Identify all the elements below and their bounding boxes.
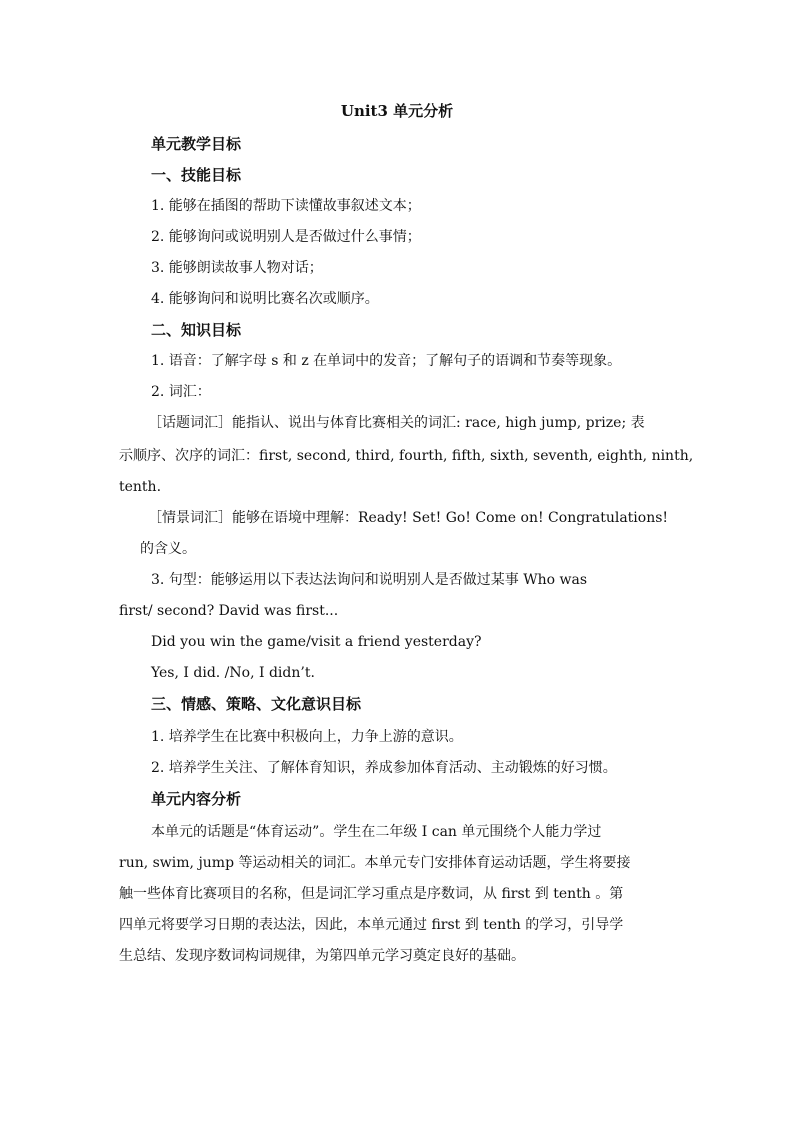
content-analysis-heading: 单元内容分析 — [151, 790, 242, 808]
skill-item-4: 4. 能够询问和说明比赛名次或顺序。 — [151, 291, 379, 307]
content-analysis-line-3: 触一些体育比赛项目的名称，但是词汇学习重点是序数词，从 first 到 tenth 。第 — [119, 886, 624, 902]
sentence-pattern-line-2: first/ second? David was first... — [119, 603, 339, 619]
attitude-goals-heading: 三、情感、策略、文化意识目标 — [151, 695, 362, 713]
content-analysis-line-5: 生总结、发现序数词构词规律，为第四单元学习奠定良好的基础。 — [119, 948, 525, 964]
sentence-pattern-line-1: 3. 句型：能够运用以下表达法询问和说明别人是否做过某事 Who was — [151, 572, 588, 588]
topic-vocab-line-3: tenth. — [119, 479, 162, 495]
example-question: Did you win the game/visit a friend yesterday? — [151, 634, 482, 650]
knowledge-item-vocab: 2. 词汇： — [151, 384, 211, 400]
situational-vocab-line-1: ［情景词汇］能够在语境中理解：Ready! Set! Go! Come on! Congratulations! — [148, 510, 669, 526]
topic-vocab-line-1: ［话题词汇］能指认、说出与体育比赛相关的词汇: race, high jump, prize; 表 — [148, 415, 645, 431]
skill-item-3: 3. 能够朗读故事人物对话； — [151, 260, 323, 276]
skill-item-1: 1. 能够在插图的帮助下读懂故事叙述文本； — [151, 198, 421, 214]
content-analysis-line-2: run, swim, jump 等运动相关的词汇。本单元专门安排体育运动话题，学生将要接 — [119, 855, 631, 871]
attitude-item-2: 2. 培养学生关注、了解体育知识，养成参加体育活动、主动锻炼的好习惯。 — [151, 760, 617, 776]
skill-item-2: 2. 能够询问或说明别人是否做过什么事情； — [151, 229, 421, 245]
content-analysis-line-4: 四单元将要学习日期的表达法，因此，本单元通过 first 到 tenth 的学习，引导学 — [119, 917, 624, 933]
knowledge-item-phonics: 1. 语音：了解字母 s 和 z 在单词中的发音；了解句子的语调和节奏等现象。 — [151, 353, 622, 369]
document-title: Unit3 单元分析 — [340, 102, 454, 120]
example-answer: Yes, I did. /No, I didn’t. — [151, 665, 315, 681]
situational-vocab-line-2: 的含义。 — [140, 541, 196, 557]
attitude-item-1: 1. 培养学生在比赛中积极向上，力争上游的意识。 — [151, 729, 463, 745]
topic-vocab-line-2: 示顺序、次序的词汇：first, second, third, fourth, fifth, sixth, seventh, eighth, ninth, — [119, 448, 694, 464]
section-goals-heading: 单元教学目标 — [151, 135, 242, 153]
knowledge-goals-heading: 二、知识目标 — [151, 321, 242, 339]
skill-goals-heading: 一、技能目标 — [151, 166, 242, 184]
content-analysis-line-1: 本单元的话题是“体育运动”。学生在二年级 I can 单元围绕个人能力学过 — [151, 824, 602, 840]
